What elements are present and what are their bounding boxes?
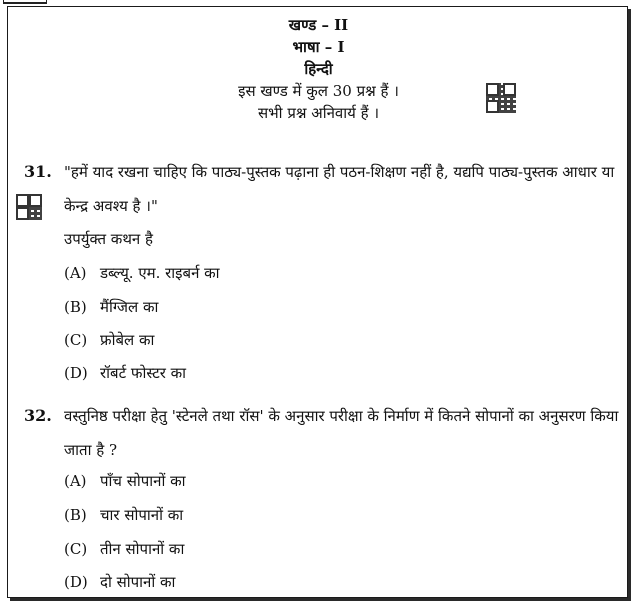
section-header [0, 14, 637, 124]
question-text: "हमें याद रखना चाहिए कि पाठ्य-पुस्तक पढ़ाना ही पठन-शिक्षण नहीं है, यद्यपि पाठ्य-पुस्तक आधार या केन्द्र अवश्य है ।" [64, 163, 615, 215]
option-letter: (A) [64, 472, 87, 490]
option-a[interactable] [64, 262, 220, 284]
mandatory-note: सभी प्रश्न अनिवार्य हैं । [257, 104, 380, 122]
question-text: वस्तुनिष्ठ परीक्षा हेतु 'स्टेनले तथा रॉस' के अनुसार परीक्षा के निर्माण में कितने सोपानों का अनुसरण किया जाता है ? [64, 407, 619, 459]
option-letter: (C) [64, 540, 88, 558]
language-title: भाषा – I [292, 38, 345, 56]
subject-title: हिन्दी [304, 60, 333, 78]
option-a[interactable] [64, 470, 186, 492]
option-text: चार सोपानों का [100, 506, 184, 524]
option-text: तीन सोपानों का [100, 540, 185, 558]
question-stem: उपर्युक्त कथन है [64, 230, 153, 248]
option-letter: (B) [64, 506, 87, 524]
qr-code-icon [486, 83, 516, 113]
section-title: खण्ड – II [288, 16, 349, 34]
option-d[interactable] [64, 571, 175, 593]
option-text: पाँच सोपानों का [100, 472, 186, 490]
page-corner-mark [3, 0, 47, 4]
option-letter: (A) [64, 264, 87, 282]
question-count-note: इस खण्ड में कुल 30 प्रश्न हैं । [238, 82, 399, 100]
option-text: मैंग्जिल का [100, 298, 159, 316]
option-letter: (B) [64, 298, 87, 316]
option-letter: (D) [64, 573, 88, 591]
option-text: डब्ल्यू. एम. राइबर्न का [100, 264, 220, 282]
qr-code-icon [16, 194, 42, 220]
question-number: 31. [24, 162, 52, 181]
option-text: रॉबर्ट फोस्टर का [100, 364, 187, 382]
option-c[interactable] [64, 329, 154, 351]
option-b[interactable] [64, 504, 183, 526]
option-letter: (C) [64, 331, 88, 349]
question-number: 32. [24, 406, 52, 425]
option-d[interactable] [64, 362, 186, 384]
option-text: फ्रोबेल का [100, 331, 155, 349]
option-text: दो सोपानों का [100, 573, 176, 591]
option-c[interactable] [64, 538, 184, 560]
option-letter: (D) [64, 364, 88, 382]
option-b[interactable] [64, 296, 158, 318]
